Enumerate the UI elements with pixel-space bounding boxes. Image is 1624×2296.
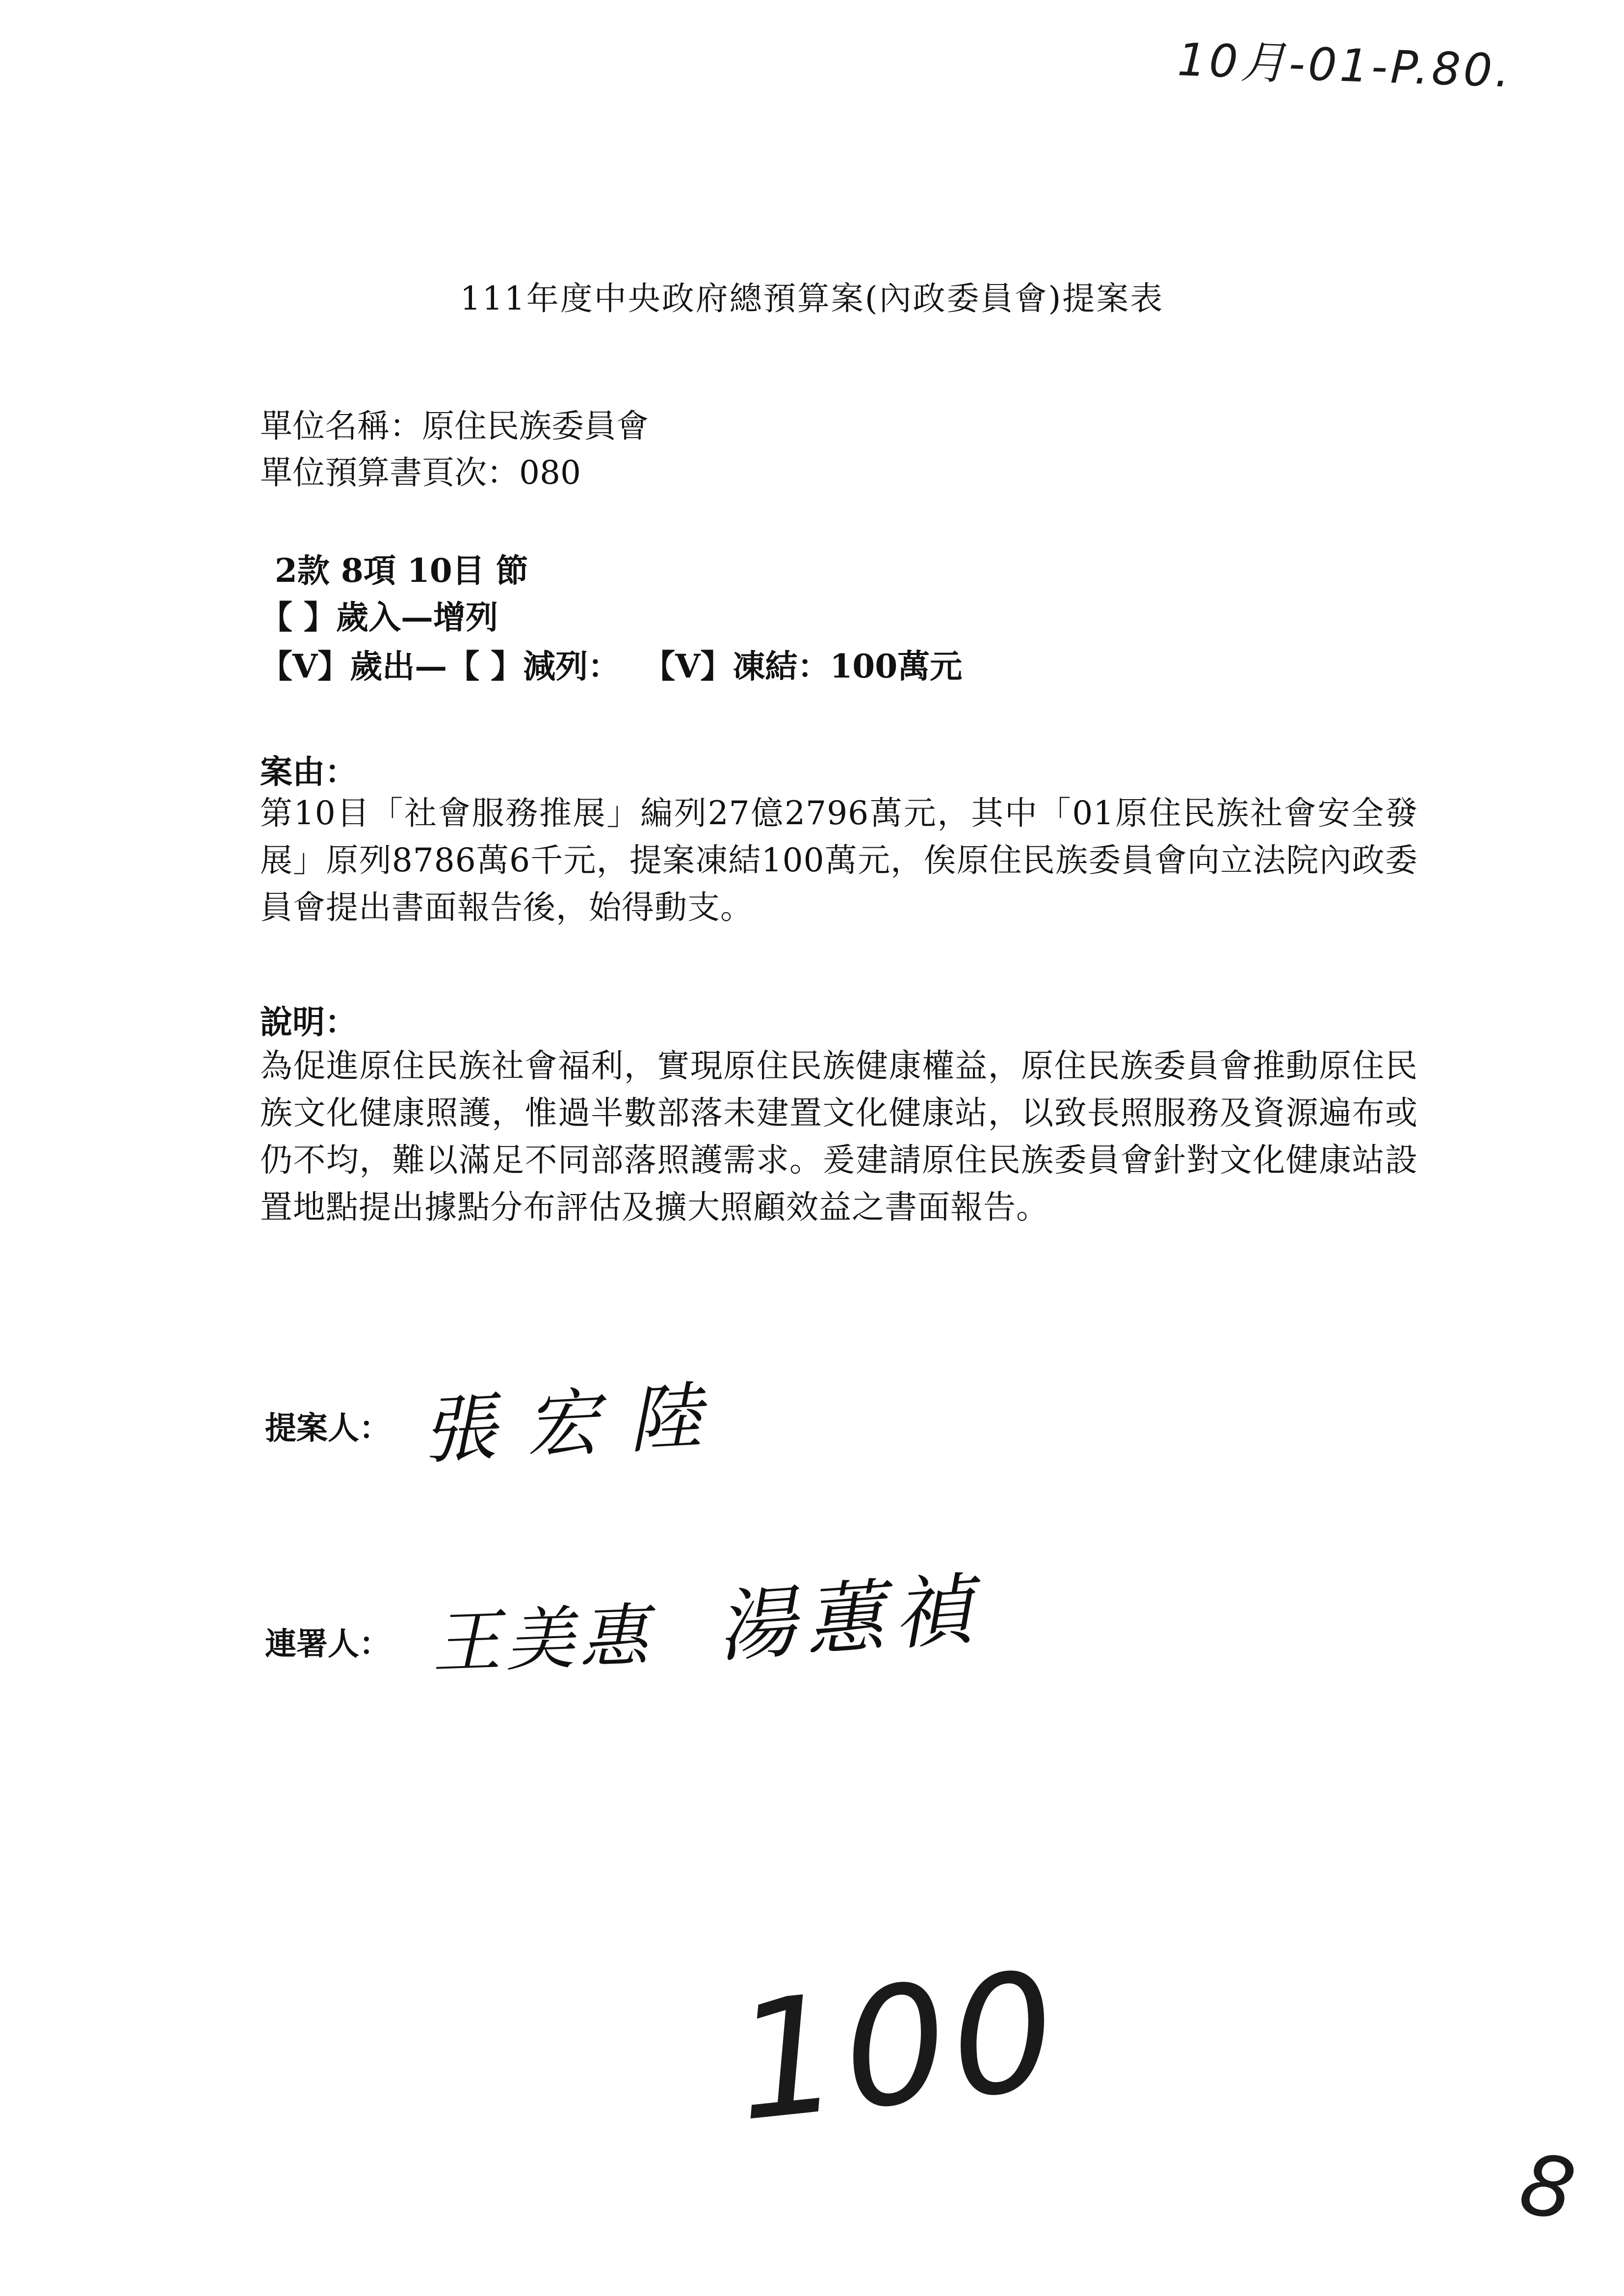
proposer-signature: 張宏陸 — [420, 1373, 733, 1475]
budget-item-line: 2款 8項 10目 節 — [275, 551, 528, 590]
reason-heading: 案由： — [260, 753, 357, 791]
proposer-label: 提案人： — [265, 1410, 391, 1447]
document-title: 111年度中央政府總預算案(內政委員會)提案表 — [460, 280, 1164, 317]
handwritten-header-note: 10月-01-P.80. — [1177, 33, 1514, 98]
handwritten-page-mark: 8 — [1513, 2135, 1582, 2240]
cosigner-label: 連署人： — [265, 1626, 391, 1663]
cosigner-signature-2: 湯蕙禎 — [714, 1563, 985, 1673]
unit-budget-page: 單位預算書頁次：080 — [260, 454, 581, 492]
reason-text: 第10目「社會服務推展」編列27億2796萬元，其中「01原住民族社會安全發展」原列8786萬6千元，提案凍結100萬元，俟原住民族委員會向立法院內政委員會提出書面報告後，始得動支。 — [260, 794, 1418, 926]
explanation-heading: 說明： — [260, 1003, 357, 1041]
explanation-text: 為促進原住民族社會福利，實現原住民族健康權益，原住民族委員會推動原住民族文化健康照護，惟過半數部落未建置文化健康站，以致長照服務及資源遍布或仍不均，難以滿足不同部落照護需求。爰建請原住民族委員會針對文化健康站設置地點提出據點分布評估及擴大照顧效益之書面報告。 — [260, 1047, 1418, 1226]
cosigner-signature-1: 王美惠 — [430, 1596, 655, 1684]
unit-name: 單位名稱：原住民族委員會 — [260, 407, 649, 445]
handwritten-amount: 100 — [727, 1936, 1069, 2158]
expenditure-line: 【V】歲出—【 】減列： 【V】凍結：100萬元 — [260, 647, 963, 685]
revenue-line: 【 】歲入—增列 — [260, 598, 498, 636]
